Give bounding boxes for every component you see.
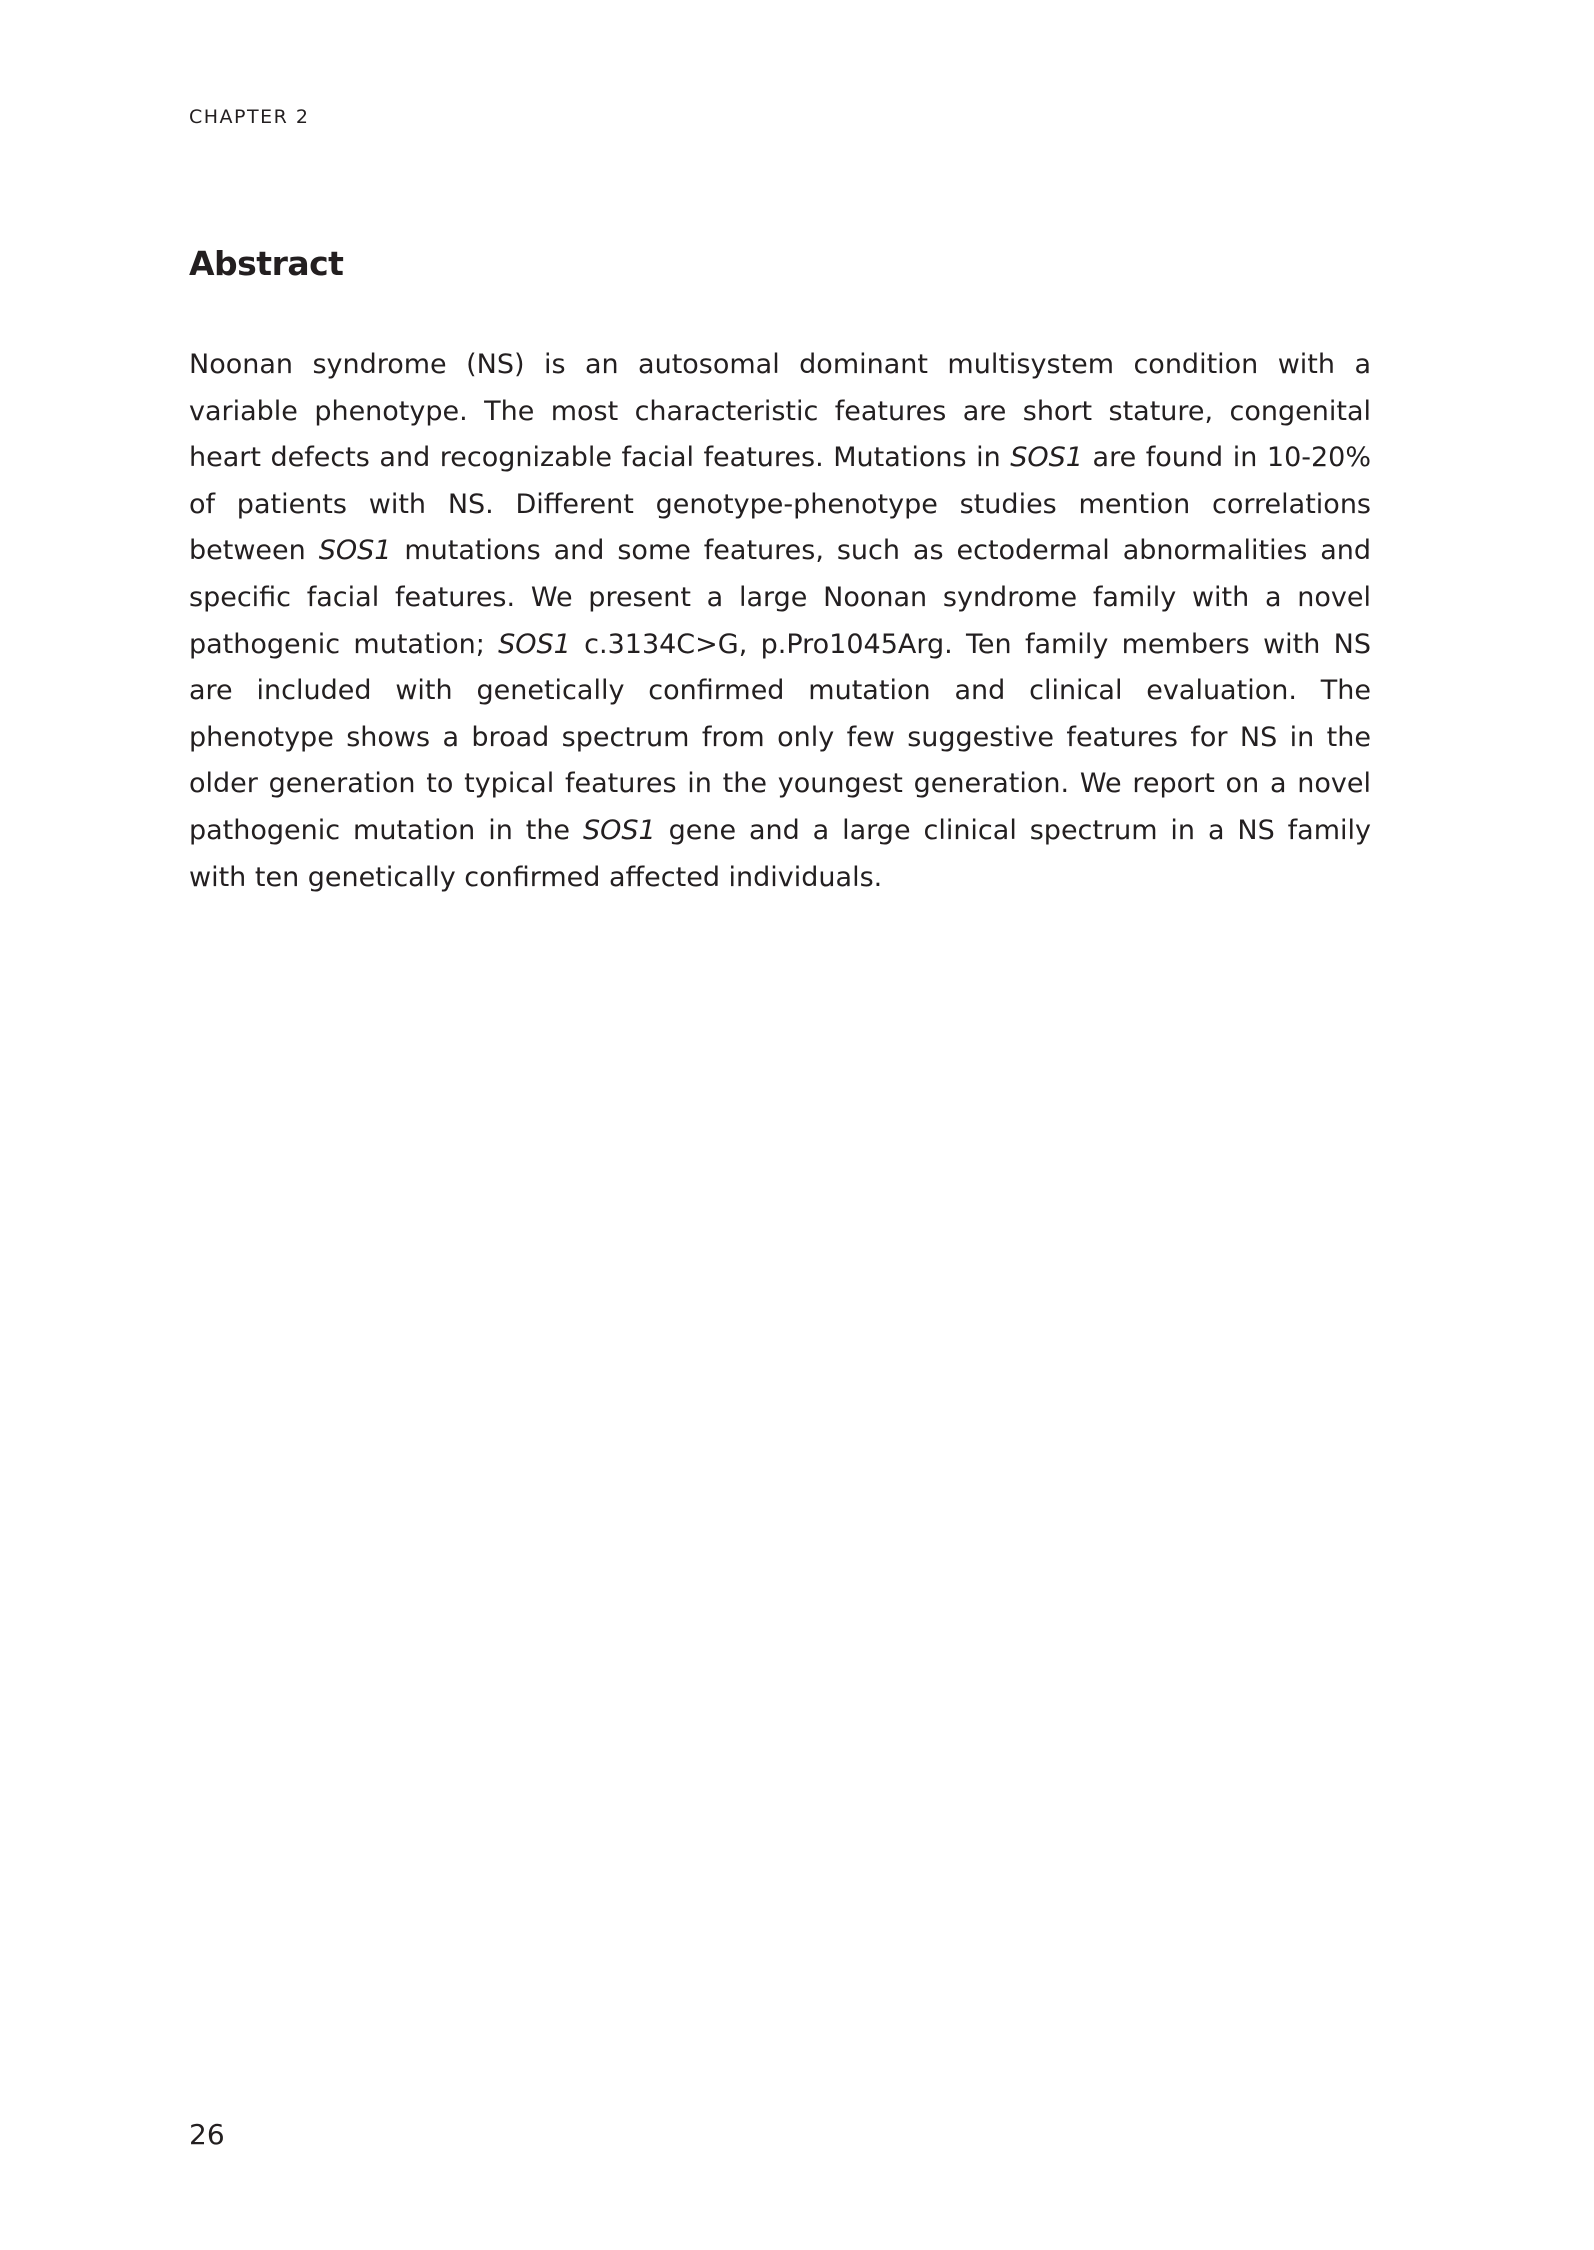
page-number: 26 — [189, 2118, 225, 2151]
section-heading: Abstract — [189, 244, 344, 283]
abstract-text-5: gene and a large clinical spectrum in a NS family with ten genetically confirmed affected individuals. — [189, 814, 1371, 893]
abstract-text-2: are found in 10-20% of patients with NS. Different genotype-phenotype studies mention correlations between — [189, 442, 1371, 567]
abstract-paragraph — [189, 342, 1371, 901]
gene-name: SOS1 — [1010, 442, 1083, 474]
gene-name: SOS1 — [498, 628, 571, 660]
gene-name: SOS1 — [318, 535, 392, 567]
running-head: CHAPTER 2 — [189, 106, 310, 128]
abstract-text-1: Noonan syndrome (NS) is an autosomal dominant multisystem condition with a variable phenotype. The most characteristic features are short stature, congenital heart defects and recognizable facial features. Mutations in — [189, 349, 1371, 474]
abstract-text-3: mutations and some features, such as ectodermal abnormalities and specific facial features. We present a large Noonan syndrome family with a novel pathogenic mutation; — [189, 535, 1371, 660]
gene-name: SOS1 — [582, 814, 656, 846]
abstract-text-4: c.3134C>G, p.Pro1045Arg. Ten family members with NS are included with genetically confirmed mutation and clinical evaluation. The phenotype shows a broad spectrum from only few suggestive features for NS in the older generation to typical features in the youngest generation. We report on a novel pathogenic mutation in the — [189, 628, 1372, 846]
